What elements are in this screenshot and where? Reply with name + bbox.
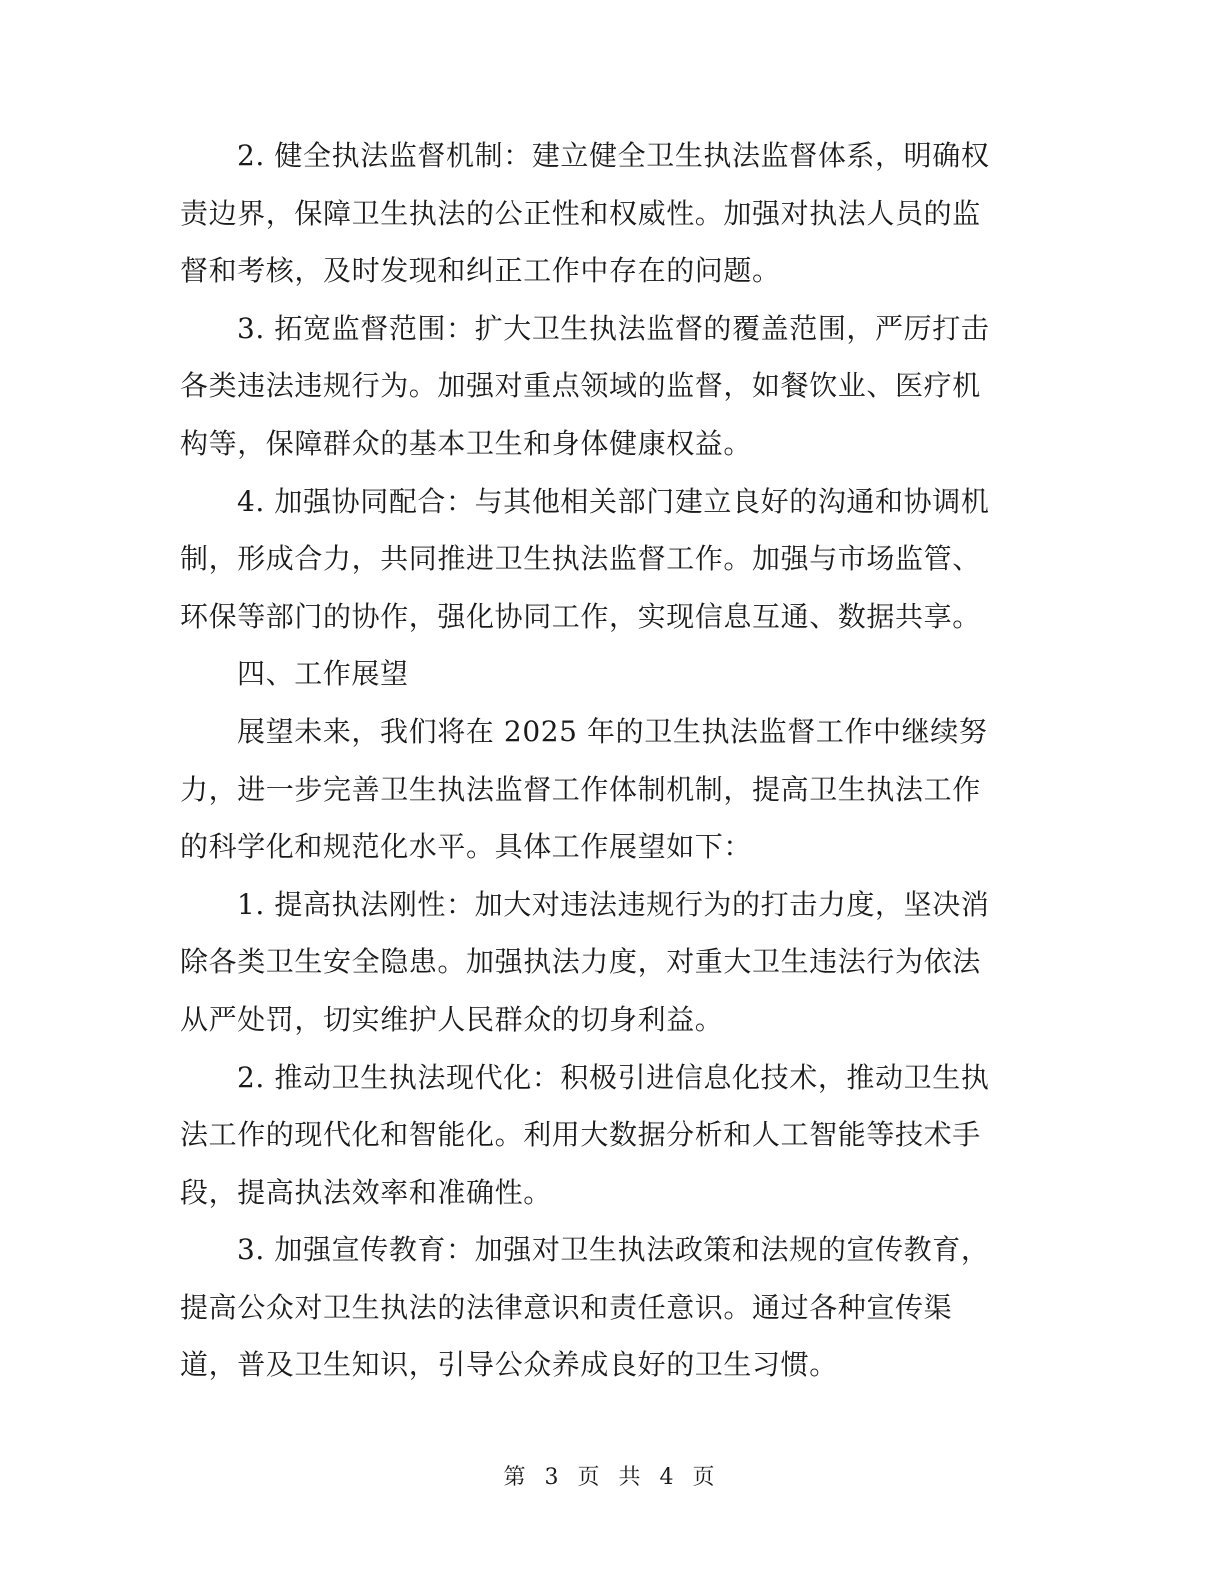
text-line: 法工作的现代化和智能化。利用大数据分析和人工智能等技术手 bbox=[180, 1118, 981, 1152]
text-line: 2. 推动卫生执法现代化：积极引进信息化技术，推动卫生执 bbox=[237, 1060, 990, 1094]
text-line: 2. 健全执法监督机制：建立健全卫生执法监督体系，明确权 bbox=[237, 139, 990, 172]
text-line: 展望未来，我们将在 2025 年的卫生执法监督工作中继续努 bbox=[237, 714, 988, 748]
text-line: 4. 加强协同配合：与其他相关部门建立良好的沟通和协调机 bbox=[237, 484, 990, 518]
text-line: 各类违法违规行为。加强对重点领域的监督，如餐饮业、医疗机 bbox=[180, 369, 981, 403]
text-line: 构等，保障群众的基本卫生和身体健康权益。 bbox=[180, 426, 753, 460]
section-heading: 四、工作展望 bbox=[237, 657, 409, 691]
text-line: 督和考核，及时发现和纠正工作中存在的问题。 bbox=[180, 254, 781, 288]
text-line: 3. 加强宣传教育：加强对卫生执法政策和法规的宣传教育， bbox=[237, 1233, 990, 1267]
text-line: 环保等部门的协作，强化协同工作，实现信息互通、数据共享。 bbox=[180, 599, 981, 633]
text-line: 责边界，保障卫生执法的公正性和权威性。加强对执法人员的监 bbox=[180, 196, 981, 230]
page-number-footer: 第 3 页 共 4 页 bbox=[503, 1465, 721, 1490]
text-line: 3. 拓宽监督范围：扩大卫生执法监督的覆盖范围，严厉打击 bbox=[237, 311, 990, 345]
text-line: 除各类卫生安全隐患。加强执法力度，对重大卫生违法行为依法 bbox=[180, 945, 981, 979]
text-line: 制，形成合力，共同推进卫生执法监督工作。加强与市场监管、 bbox=[180, 542, 981, 576]
text-line: 道，普及卫生知识，引导公众养成良好的卫生习惯。 bbox=[180, 1348, 838, 1382]
text-line: 提高公众对卫生执法的法律意识和责任意识。通过各种宣传渠 bbox=[180, 1290, 953, 1324]
text-line: 的科学化和规范化水平。具体工作展望如下： bbox=[180, 830, 753, 864]
document-body bbox=[180, 127, 1030, 1394]
text-line: 段，提高执法效率和准确性。 bbox=[180, 1175, 552, 1209]
text-line: 从严处罚，切实维护人民群众的切身利益。 bbox=[180, 1002, 724, 1036]
text-line: 力，进一步完善卫生执法监督工作体制机制，提高卫生执法工作 bbox=[180, 772, 981, 806]
text-line: 1. 提高执法刚性：加大对违法违规行为的打击力度，坚决消 bbox=[237, 887, 990, 921]
